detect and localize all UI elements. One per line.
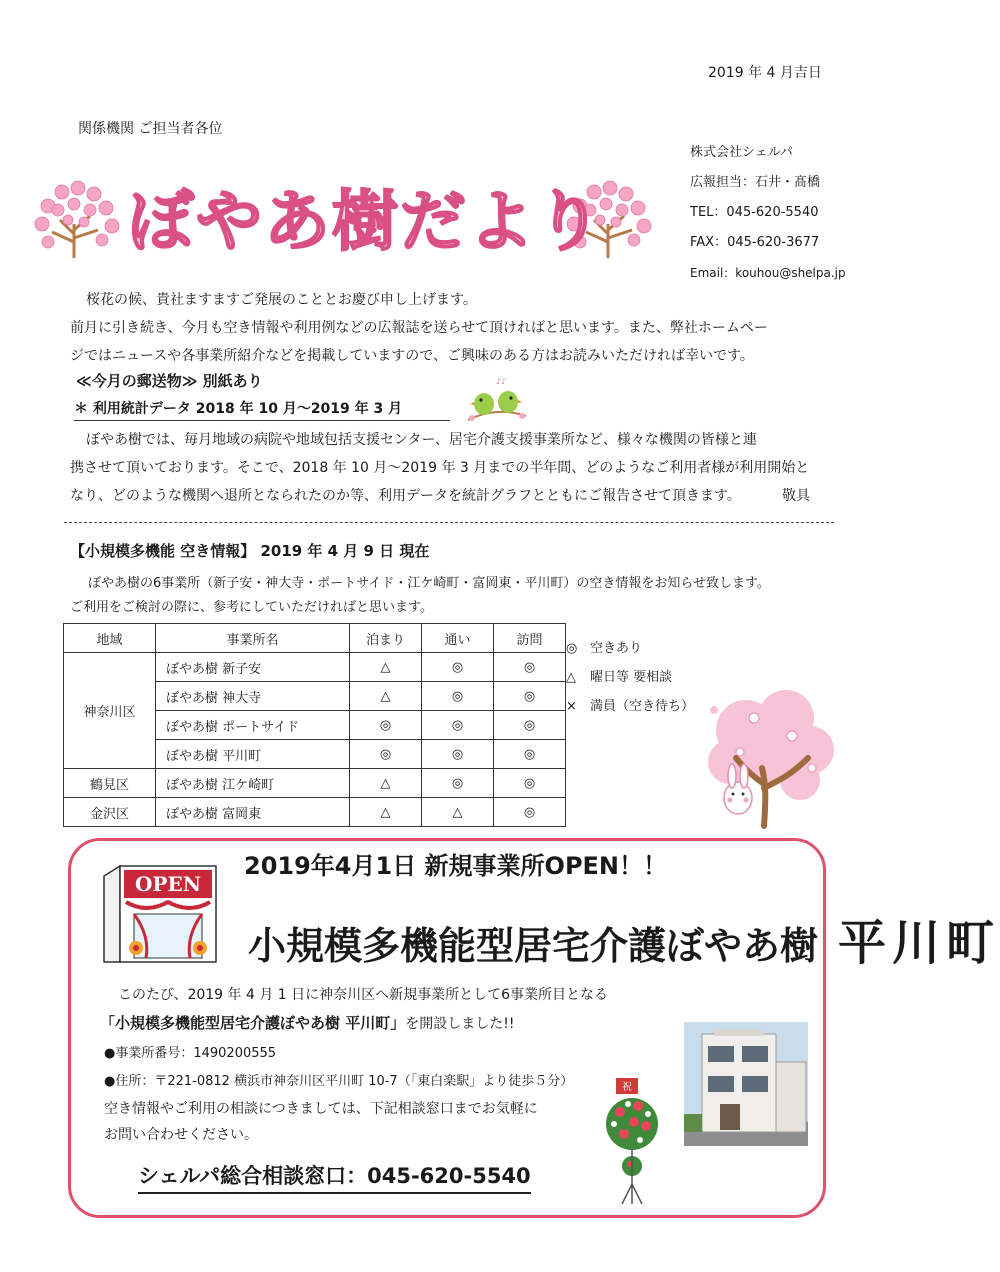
legend-item: ◎ 空きあり [566,641,643,656]
column-header: 事業所名 [156,624,350,653]
stats-line: 携させて頂いております。そこで、2018 年 10 月～2019 年 3 月までの半年間、どのようなご利用者様が利用開始と [70,460,810,476]
column-header: 通い [422,624,494,653]
stay-cell: △ [350,769,422,798]
office-cell: ぼやあ樹 神大寺 [156,682,350,711]
stay-cell: △ [350,798,422,827]
vacancy-heading: 【小規模多機能 空き情報】 2019 年 4 月 9 日 現在 [70,542,430,560]
region-cell: 金沢区 [64,798,156,827]
vacancy-intro: ぼやあ樹の6事業所（新子安・神大寺・ポートサイド・江ケ崎町・富岡東・平川町）の空き情報をお知らせ致します。 [88,576,770,591]
section-divider [64,522,834,523]
open-sign-text: OPEN [135,872,201,896]
stay-cell: ◎ [350,711,422,740]
issue-date: 2019 年 4 月吉日 [708,65,822,81]
closing-word: 敬具 [782,488,810,504]
vacancy-intro: ご利用をご検討の際に、参考にしていただければと思います。 [70,600,433,615]
florist-tag: 祝 [622,1082,632,1093]
announcement-text [100,1012,514,1033]
consultation-contact: シェルパ総合相談窓口：045-620-5540 [138,1160,531,1194]
company-fax: FAX：045-620-3677 [690,235,820,250]
day-cell: ◎ [422,653,494,682]
open-shop-icon [100,862,222,968]
vacancy-table [63,623,566,827]
facility-name: 小規模多機能型居宅介護ぼやあ樹 [248,924,819,968]
intro-line: 前月に引き続き、今月も空き情報や利用例などの広報誌を送らせて頂ければと思います。また、弊社ホームペー [70,320,768,336]
contact-text: 空き情報やご利用の相談につきましては、下記相談窓口までお気軽に [104,1101,538,1117]
visit-cell: ◎ [494,740,566,769]
day-cell: ◎ [422,740,494,769]
intro-line: ジではニュースや各事業所紹介などを掲載していますので、ご興味のある方はお読みいただければ幸いです。 [70,348,754,364]
office-cell: ぼやあ樹 ポートサイド [156,711,350,740]
visit-cell: ◎ [494,798,566,827]
announcement-suffix: を開設しました!! [405,1016,515,1032]
day-cell: ◎ [422,682,494,711]
company-name: 株式会社シェルパ [690,145,793,160]
visit-cell: ◎ [494,653,566,682]
recipient-line: 関係機関 ご担当者各位 [78,121,223,137]
stay-cell: △ [350,653,422,682]
legend-item: △ 曜日等 要相談 [566,670,673,685]
announcement-text: このたび、2019 年 4 月 1 日に神奈川区へ新規事業所として6事業所目となる [118,987,609,1003]
visit-cell: ◎ [494,682,566,711]
visit-cell: ◎ [494,711,566,740]
building-photo [684,1022,808,1146]
announcement-facility: 「小規模多機能型居宅介護ぼやあ樹 平川町」 [100,1014,406,1032]
stats-heading: ＊ 利用統計データ 2018 年 10 月～2019 年 3 月 [74,398,450,421]
office-cell: ぼやあ樹 富岡東 [156,798,350,827]
stats-paragraph [70,426,840,510]
table-row [64,769,566,798]
company-pr-contact: 広報担当：石井・髙橋 [690,175,821,190]
intro-line: 桜花の候、貴社ますますご発展のこととお慶び申し上げます。 [86,292,477,308]
table-row [64,653,566,682]
facility-location: 平川町 [838,915,1000,971]
region-cell: 鶴見区 [64,769,156,798]
office-address: ●住所：〒221-0812 横浜市神奈川区平川町 10-7（「東白楽駅」より徒歩５分） [104,1074,574,1089]
facility-name-heading [248,904,1000,973]
column-header: 訪問 [494,624,566,653]
flower-stand-icon [600,1074,664,1208]
table-row [64,798,566,827]
office-number: ●事業所番号：1490200555 [104,1046,277,1061]
region-cell: 神奈川区 [64,653,156,769]
stats-line: ぼやあ樹では、毎月地域の病院や地域包括支援センター、居宅介護支援事業所など、様々な機関の皆様と連 [86,432,757,448]
vacancy-legend [566,634,694,721]
column-header: 地域 [64,624,156,653]
company-tel: TEL：045-620-5540 [690,205,819,220]
svg-text:♪♪: ♪♪ [496,377,507,386]
company-info [690,138,846,288]
day-cell: ◎ [422,769,494,798]
open-date-heading: 2019年4月1日 新規事業所OPEN！！ [244,852,668,880]
office-cell: ぼやあ樹 平川町 [156,740,350,769]
stay-cell: ◎ [350,740,422,769]
visit-cell: ◎ [494,769,566,798]
table-header-row [64,624,566,653]
day-cell: ◎ [422,711,494,740]
contact-text: お問い合わせください。 [104,1127,258,1143]
birds-icon [462,376,530,424]
cherry-tree-rabbit-icon [700,688,840,828]
column-header: 泊まり [350,624,422,653]
stats-line: なり、どのような機関へ退所となられたのか等、利用データを統計グラフとともにご報告させて頂きます。 [70,488,741,504]
office-cell: ぼやあ樹 江ケ崎町 [156,769,350,798]
legend-item: × 満員（空き待ち） [566,699,695,714]
office-cell: ぼやあ樹 新子安 [156,653,350,682]
mail-heading: ≪今月の郵送物≫ 別紙あり [76,372,263,390]
intro-paragraph [70,286,840,370]
newsletter-title: ぼやあ樹だより [128,183,604,260]
stay-cell: △ [350,682,422,711]
sakura-tree-icon [28,176,124,260]
company-email: Email：kouhou@shelpa.jp [690,266,846,280]
day-cell: △ [422,798,494,827]
